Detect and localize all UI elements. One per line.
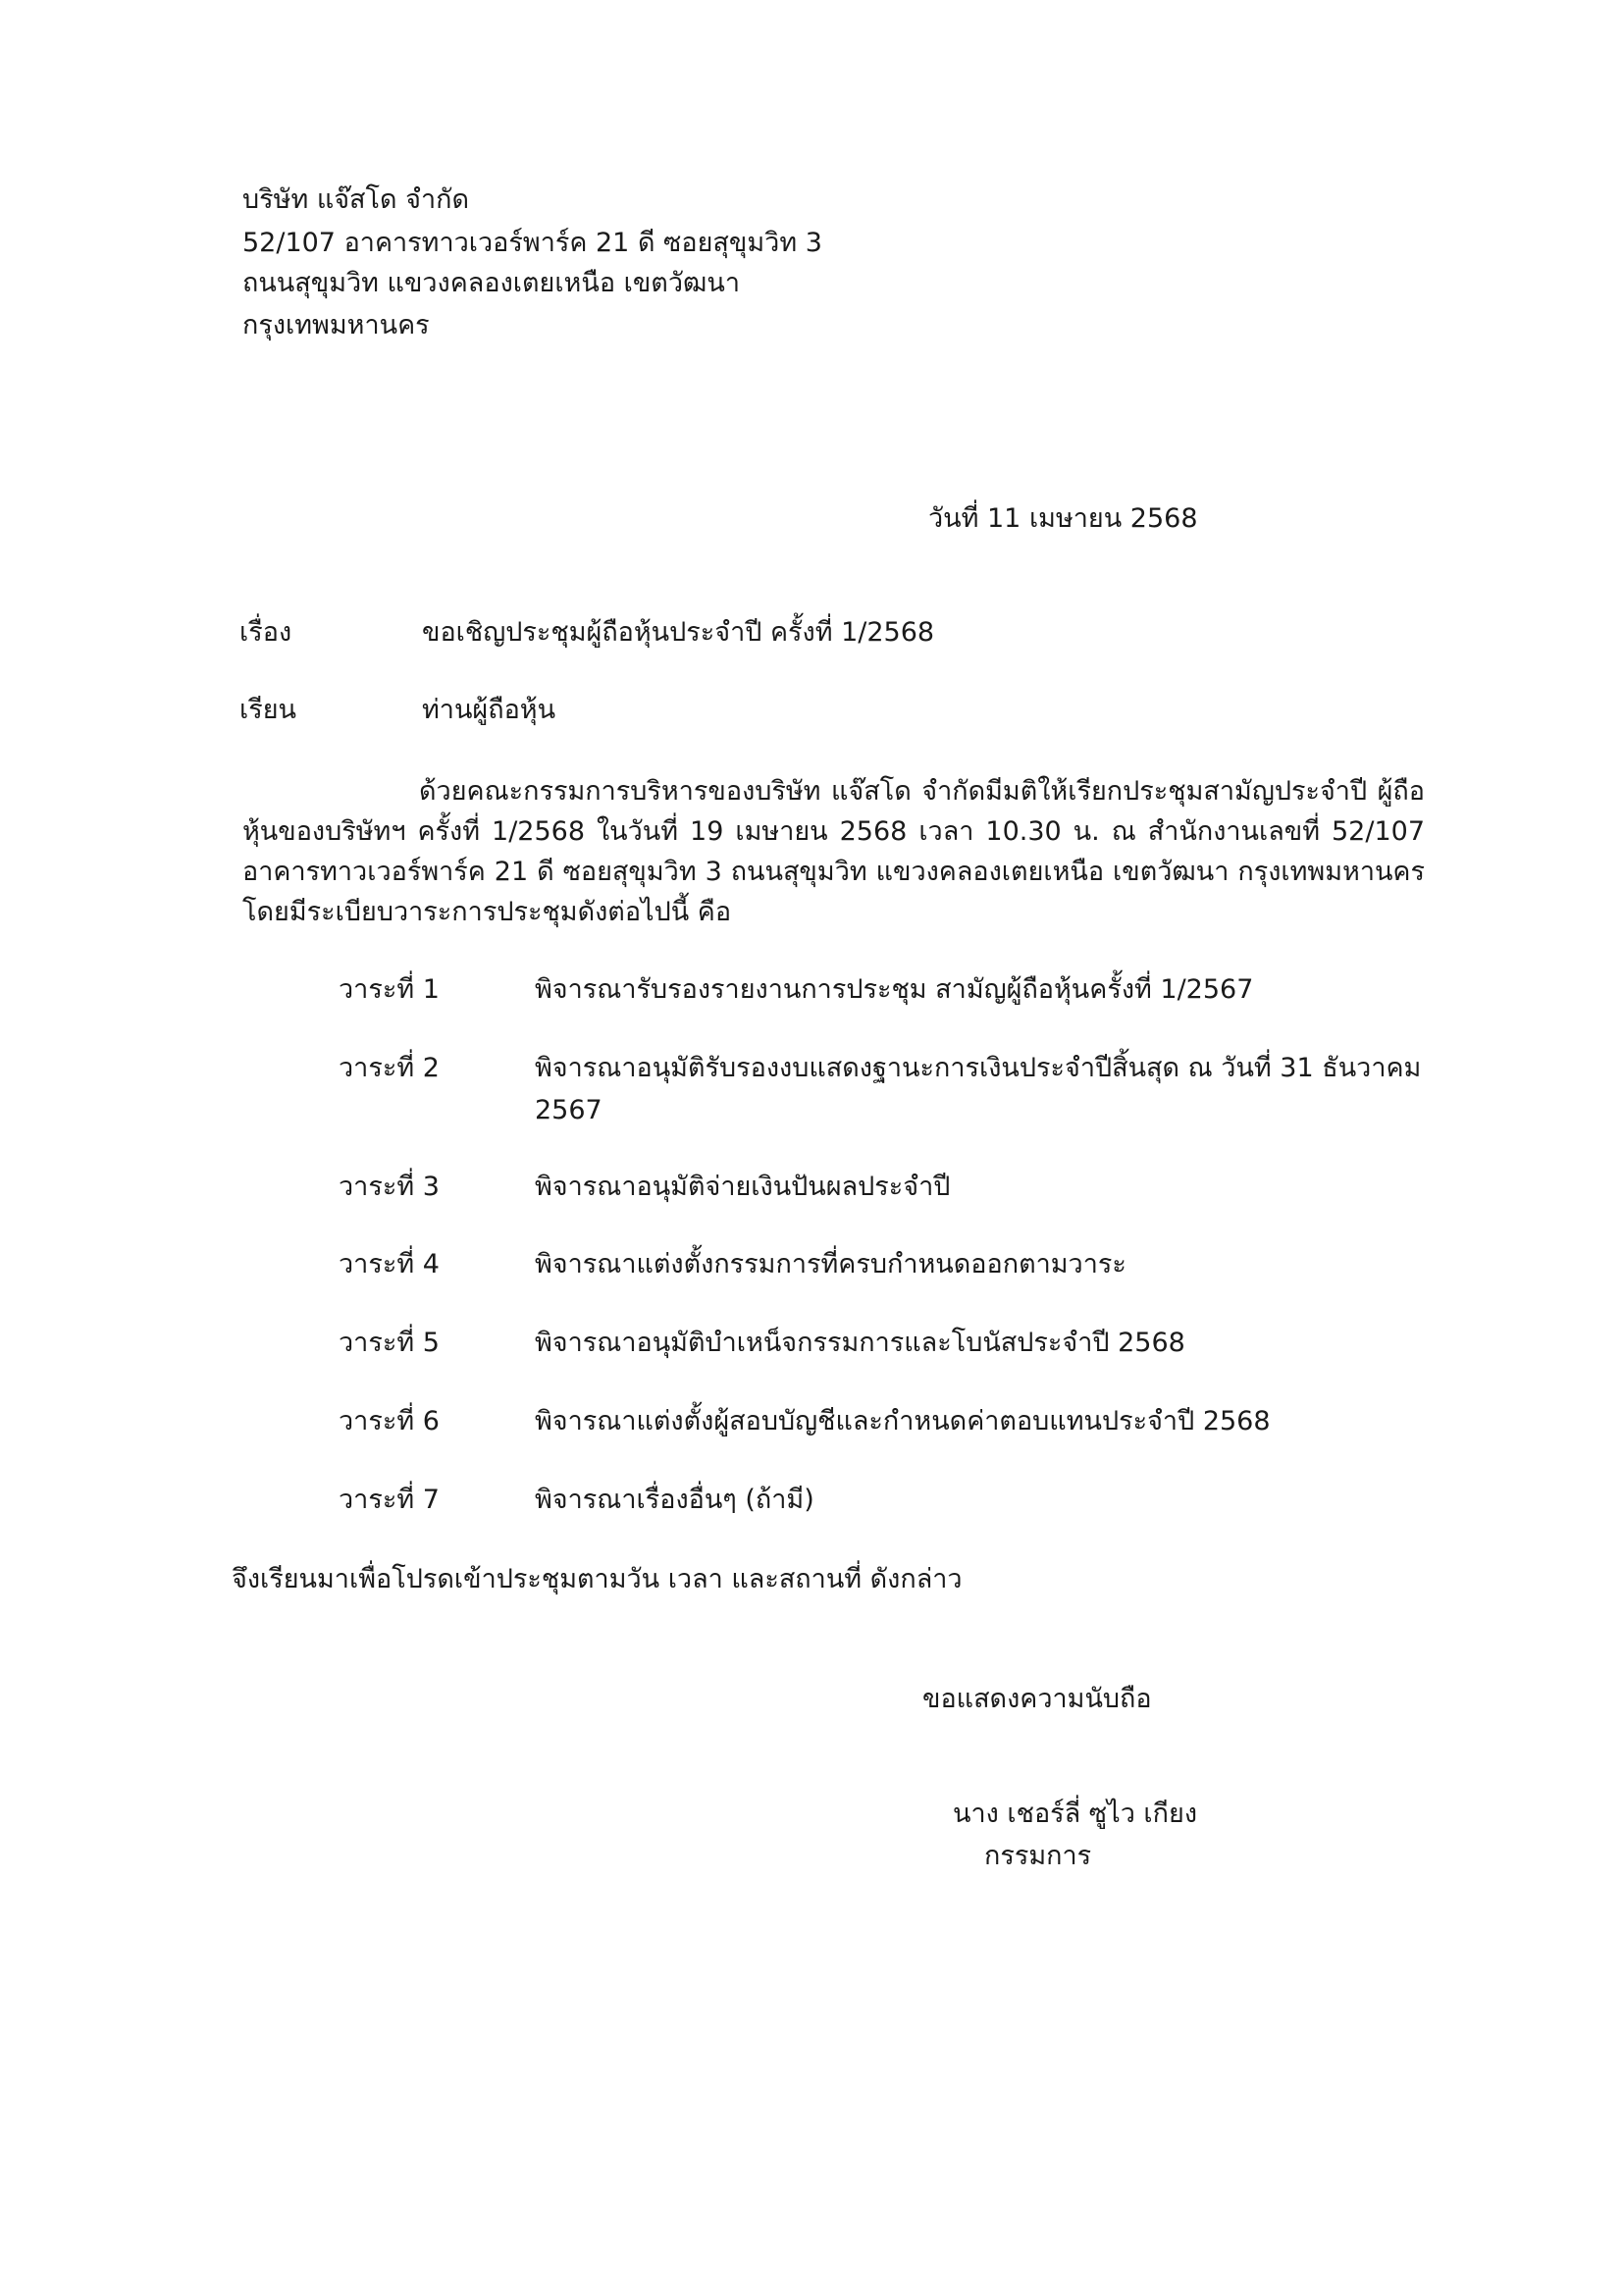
signatory-name: นาง เชอร์ลี่ ซูไว เกียง (953, 1799, 1198, 1829)
subject-text: ขอเชิญประชุมผู้ถือหุ้นประจำปี ครั้งที่ 1/2568 (422, 617, 935, 648)
agenda-number: วาระที่ 3 (339, 1172, 440, 1202)
agenda-text: พิจารณาอนุมัติรับรองงบแสดงฐานะการเงินประจำปีสิ้นสุด ณ วันที่ 31 ธันวาคม (535, 1053, 1422, 1083)
sender-company: บริษัท แจ๊สโด จำกัด (242, 184, 470, 215)
agenda-text: พิจารณาอนุมัติบำเหน็จกรรมการและโบนัสประจำปี 2568 (535, 1328, 1185, 1358)
agenda-number: วาระที่ 4 (339, 1249, 440, 1279)
agenda-number: วาระที่ 2 (339, 1053, 440, 1083)
agenda-text: พิจารณาแต่งตั้งกรรมการที่ครบกำหนดออกตามวาระ (535, 1249, 1126, 1279)
agenda-text: พิจารณาเรื่องอื่นๆ (ถ้ามี) (535, 1485, 814, 1515)
agenda-text: พิจารณาแต่งตั้งผู้สอบบัญชีและกำหนดค่าตอบแทนประจำปี 2568 (535, 1406, 1271, 1436)
recipient-text: ท่านผู้ถือหุ้น (422, 695, 556, 725)
subject-label: เรื่อง (239, 617, 292, 648)
agenda-text: พิจารณารับรองรายงานการประชุม สามัญผู้ถือหุ้นครั้งที่ 1/2567 (535, 974, 1254, 1005)
agenda-number: วาระที่ 5 (339, 1328, 440, 1358)
closing-paragraph: จึงเรียนมาเพื่อโปรดเข้าประชุมตามวัน เวลา และสถานที่ ดังกล่าว (232, 1564, 963, 1594)
sender-address-line-2: ถนนสุขุมวิท แขวงคลองเตยเหนือ เขตวัฒนา (242, 268, 741, 298)
signoff-regards: ขอแสดงความนับถือ (922, 1684, 1152, 1714)
sender-address-line-3: กรุงเทพมหานคร (242, 310, 430, 340)
sender-address-line-1: 52/107 อาคารทาวเวอร์พาร์ค 21 ดี ซอยสุขุมวิท 3 (242, 228, 822, 258)
agenda-number: วาระที่ 7 (339, 1485, 440, 1515)
body-paragraph: ด้วยคณะกรรมการบริหารของบริษัท แจ๊สโด จำกัดมีมติให้เรียกประชุมสามัญประจำปี ผู้ถือหุ้นของบริษัทฯ ครั้งที่ 1/2568 ในวันที่ 19 เมษายน 2568 เวลา 10.30 น. ณ สำนักงานเลขที่ 52/107 อาคารทาวเวอร์พาร์ค 21 ดี ซอยสุขุมวิท 3 ถนนสุขุมวิท แขวงคลองเตยเหนือ เขตวัฒนา กรุงเทพมหานคร โดยมีระเบียบวาระการประชุมดังต่อไปนี้ คือ (242, 776, 1425, 927)
agenda-text-continued: 2567 (535, 1095, 602, 1125)
agenda-number: วาระที่ 1 (339, 974, 440, 1005)
signatory-title: กรรมการ (984, 1841, 1092, 1871)
recipient-label: เรียน (239, 695, 297, 725)
letter-date: วันที่ 11 เมษายน 2568 (928, 503, 1198, 534)
agenda-text: พิจารณาอนุมัติจ่ายเงินปันผลประจำปี (535, 1172, 951, 1202)
agenda-number: วาระที่ 6 (339, 1406, 440, 1436)
